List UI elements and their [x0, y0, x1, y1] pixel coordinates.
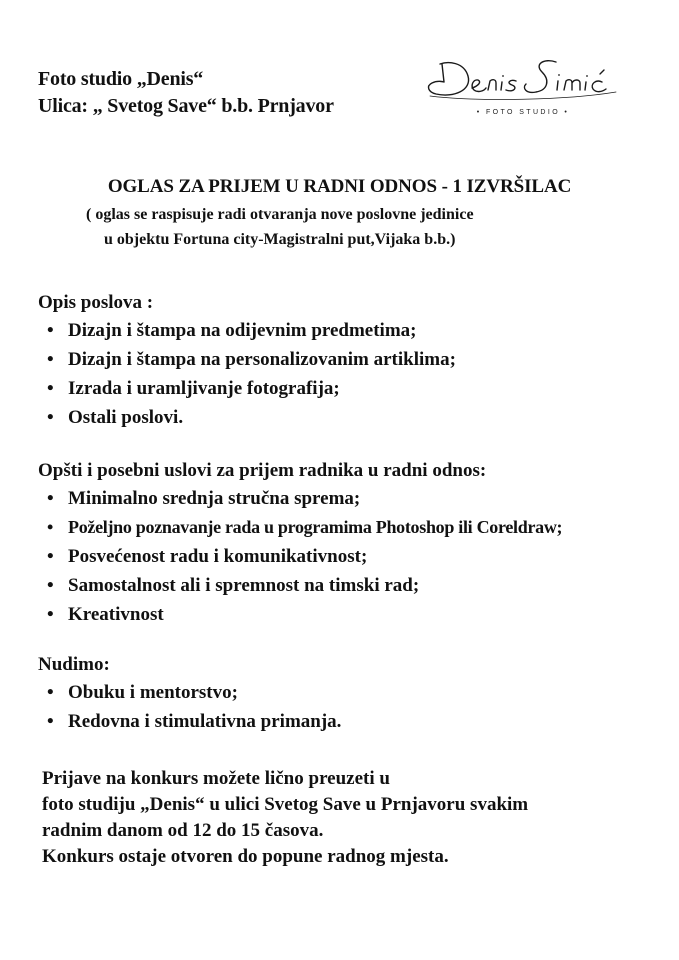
bullet-icon: •	[47, 604, 54, 625]
studio-street: Ulica: „ Svetog Save“ b.b. Prnjavor	[38, 95, 334, 117]
list-item: • Posvećenost radu i komunikativnost;	[38, 542, 562, 571]
ad-subtitle-line-1: ( oglas se raspisuje radi otvaranja nove poslovne jedinice	[86, 206, 474, 223]
list-item: • Samostalnost ali i spremnost na timski rad;	[38, 571, 562, 600]
bullet-icon: •	[47, 575, 54, 596]
list-item: • Dizajn i štampa na personalizovanim artiklima;	[38, 345, 456, 374]
ad-subtitle-line-2: u objektu Fortuna city-Magistralni put,Vijaka b.b.)	[104, 231, 456, 248]
offer-list	[38, 678, 341, 736]
closing-line: foto studiju „Denis“ u ulici Svetog Save u Prnjavoru svakim	[42, 794, 529, 815]
application-info	[42, 766, 528, 870]
bullet-icon: •	[47, 407, 54, 428]
requirements-section	[38, 458, 562, 629]
job-description-section	[38, 290, 456, 432]
list-item: • Kreativnost	[38, 600, 562, 629]
bullet-icon: •	[47, 711, 54, 732]
offer-section	[38, 652, 341, 736]
bullet-icon: •	[47, 488, 54, 509]
signature-logo-graphic	[418, 52, 628, 108]
studio-name: Foto studio „Denis“	[38, 68, 204, 90]
list-item: • Izrada i uramljivanje fotografija;	[38, 374, 456, 403]
list-item: • Obuku i mentorstvo;	[38, 678, 341, 707]
bullet-icon: •	[47, 517, 54, 537]
list-item: • Ostali poslovi.	[38, 403, 456, 432]
bullet-icon: •	[47, 349, 54, 370]
list-item: • Dizajn i štampa na odijevnim predmetima;	[38, 316, 456, 345]
bullet-icon: •	[47, 546, 54, 567]
section-heading: Opšti i posebni uslovi za prijem radnika u radni odnos:	[38, 460, 487, 481]
list-item: • Redovna i stimulativna primanja.	[38, 707, 341, 736]
bullet-icon: •	[47, 320, 54, 341]
section-heading: Nudimo:	[38, 654, 110, 675]
bullet-icon: •	[47, 682, 54, 703]
requirements-list	[38, 484, 562, 629]
ad-title: OGLAS ZA PRIJEM U RADNI ODNOS - 1 IZVRŠILAC	[107, 176, 572, 197]
job-description-list	[38, 316, 456, 432]
closing-line: Konkurs ostaje otvoren do popune radnog mjesta.	[42, 846, 449, 867]
list-item: • Poželjno poznavanje rada u programima Photoshop ili Coreldraw;	[38, 513, 562, 542]
logo-subtitle: • FOTO STUDIO •	[476, 109, 570, 116]
studio-logo	[418, 52, 628, 124]
closing-line: radnim danom od 12 do 15 časova.	[42, 820, 324, 841]
studio-address	[38, 66, 334, 120]
bullet-icon: •	[47, 378, 54, 399]
closing-line: Prijave na konkurs možete lično preuzeti u	[42, 768, 390, 789]
section-heading: Opis poslova :	[38, 292, 154, 313]
list-item: • Minimalno srednja stručna sprema;	[38, 484, 562, 513]
